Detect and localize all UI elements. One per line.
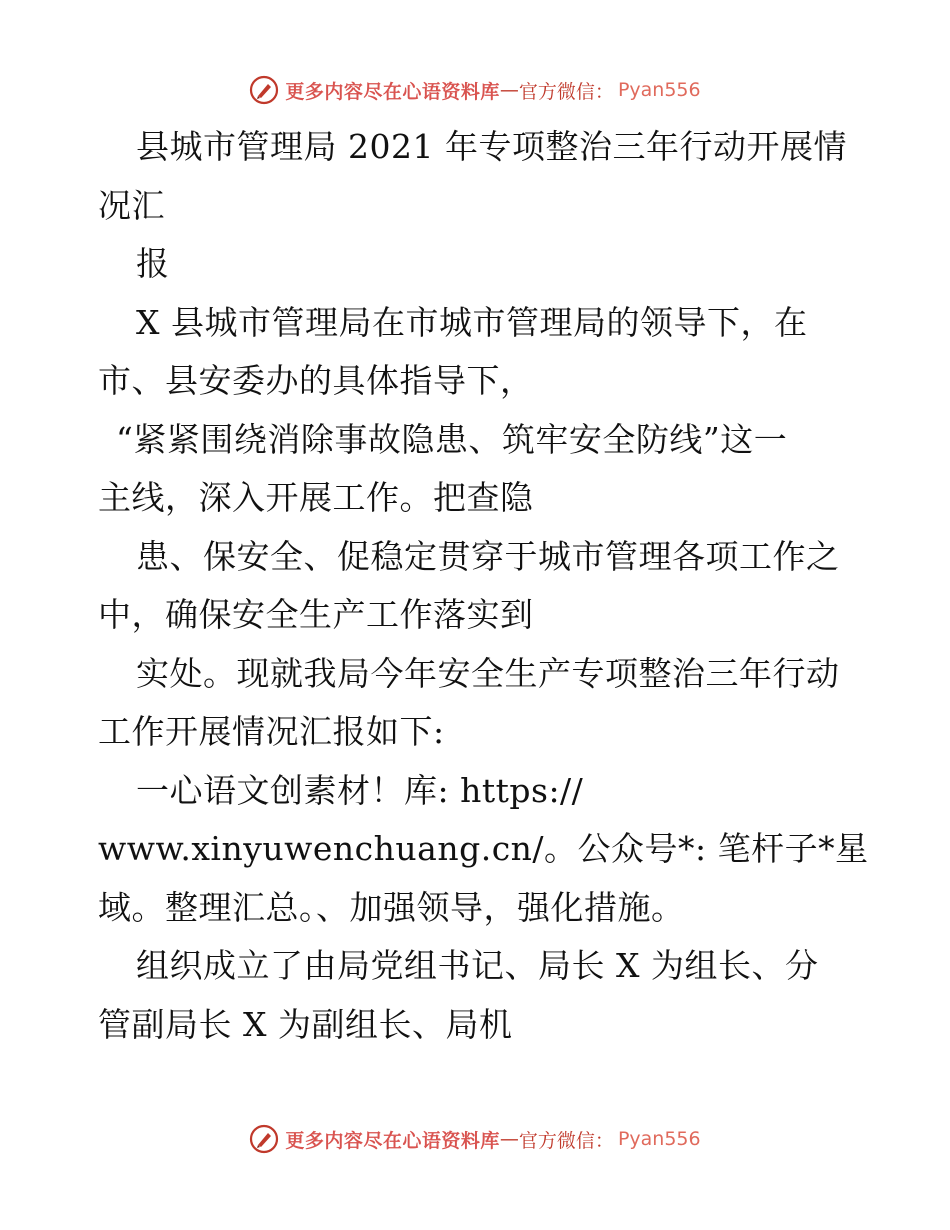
header-banner <box>0 72 950 108</box>
header-brand-text: 更多内容尽在心语资料库 <box>285 80 500 103</box>
doc-line-12: 一心语文创素材！库: https:// <box>136 770 584 810</box>
doc-line-4: X 县城市管理局在市城市管理局的领导下，在 <box>136 302 808 342</box>
footer-brand-text: 更多内容尽在心语资料库 <box>285 1129 500 1152</box>
doc-line-7: 主线，深入开展工作。把查隐 <box>98 478 534 517</box>
doc-line-6: “紧紧围绕消除事故隐患、筑牢安全防线”这一 <box>116 419 788 459</box>
footer-contact-label: 官方微信： <box>518 1129 614 1152</box>
pen-logo-icon <box>249 75 279 105</box>
doc-line-11: 工作开展情况汇报如下: <box>98 712 445 751</box>
doc-line-1: 县城市管理局 2021 年专项整治三年行动开展情 <box>136 127 847 166</box>
footer-wechat-id: Pyan556 <box>617 1128 701 1150</box>
doc-line-13: www.xinyuwenchuang.cn/。公众号*: 笔杆子*星 <box>98 829 869 868</box>
doc-line-14: 域。整理汇总。、加强领导，强化措施。 <box>98 887 685 927</box>
header-wechat-id: Pyan556 <box>617 79 701 101</box>
doc-line-3: 报 <box>136 244 170 283</box>
header-contact-label: 官方微信： <box>518 80 614 103</box>
header-dash: — <box>499 79 519 101</box>
doc-line-9: 中，确保安全生产工作落实到 <box>98 595 534 634</box>
doc-line-5: 市、县安委办的具体指导下， <box>98 361 534 400</box>
footer-banner <box>0 1121 950 1157</box>
doc-line-8: 患、保安全、促稳定贯穿于城市管理各项工作之 <box>136 536 840 576</box>
doc-line-2: 况汇 <box>98 185 165 225</box>
footer-dash: — <box>499 1128 519 1150</box>
doc-line-15: 组织成立了由局党组书记、局长 X 为组长、分 <box>136 946 819 985</box>
pen-logo-icon <box>249 1124 279 1154</box>
doc-line-16: 管副局长 X 为副组长、局机 <box>98 1004 513 1044</box>
document-body <box>98 118 869 1054</box>
doc-line-10: 实处。现就我局今年安全生产专项整治三年行动 <box>136 653 840 693</box>
